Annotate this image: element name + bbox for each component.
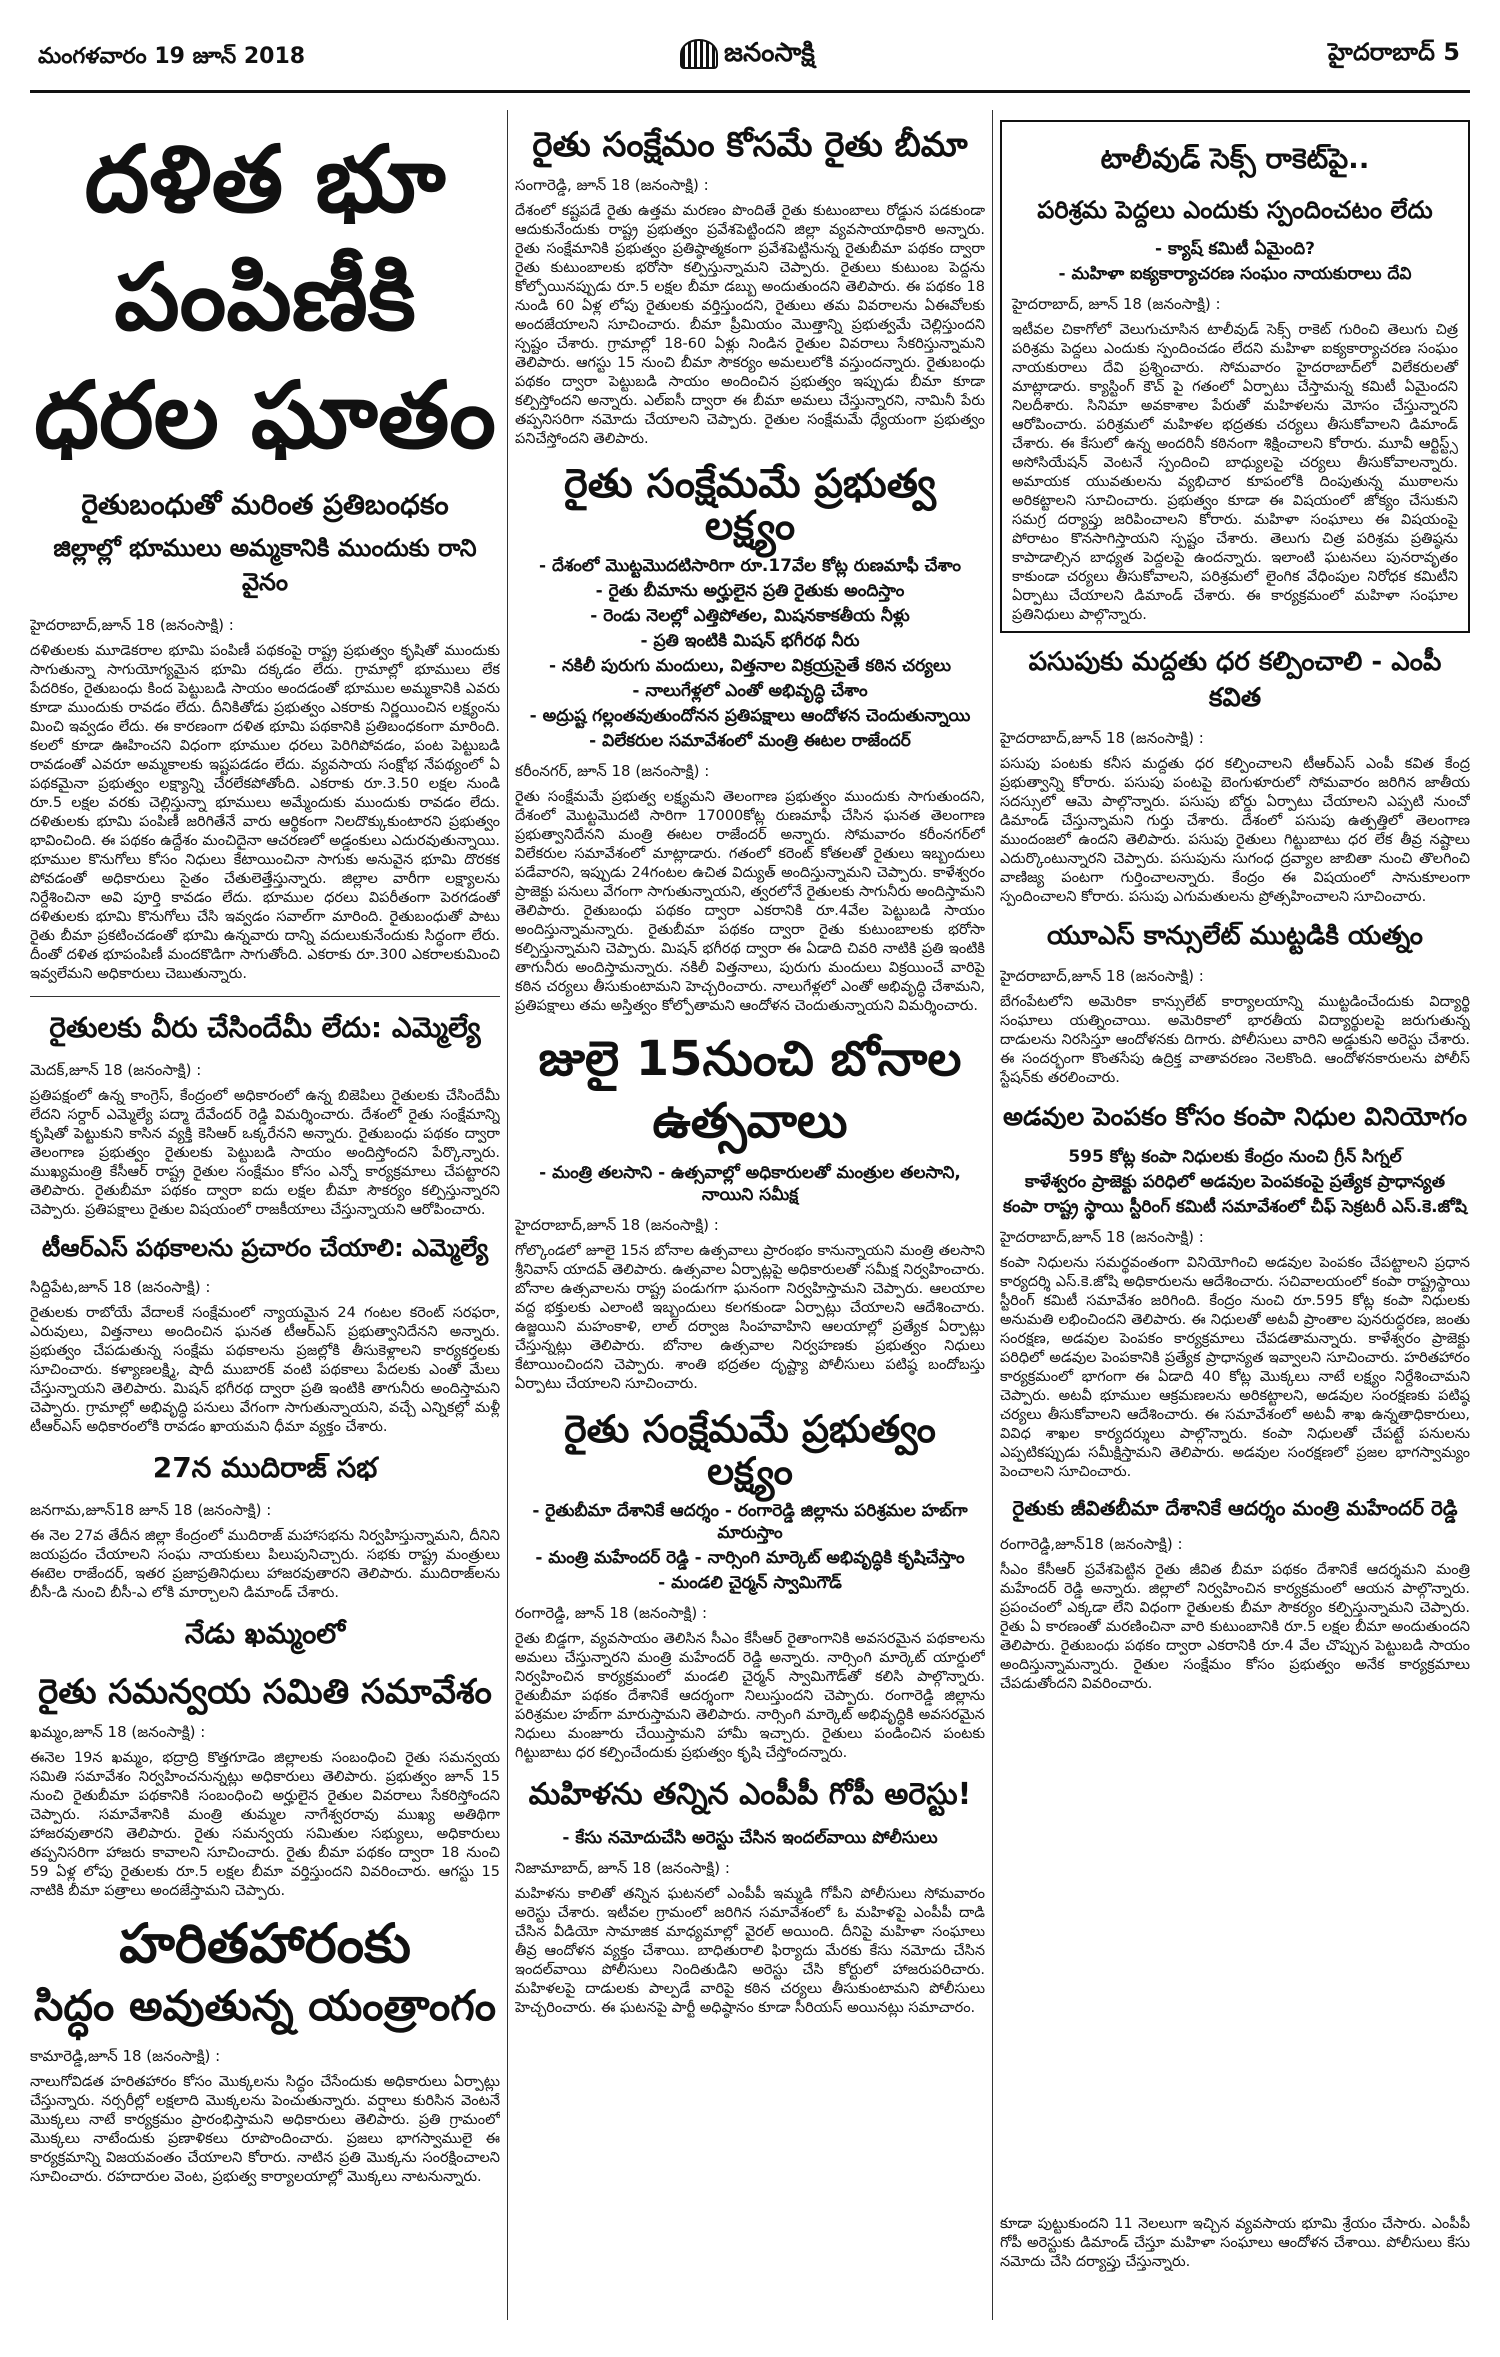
story-headline: రైతులకు వీరు చేసిందేమీ లేదు: ఎమ్మెల్యే [49,1011,481,1044]
divider [30,996,500,997]
dateline: రంగారెడ్డి,జూన్18 (జనంసాక్షి) : [1000,1535,1183,1553]
story-headline: యూఎస్ కాన్సులేట్ ముట్టడికి యత్నం [1047,921,1423,951]
article-body: బేగంపేటలోని అమెరికా కాన్సులేట్ కార్యాలయాన్ని ముట్టడించేందుకు విద్యార్థి సంఘాలు యత్నించాయి. అమెరికాలో భారతీయ విద్యార్థులపై జరుగుతున్న దాడులను నిరసిస్తూ ఆందోళనకు దిగారు. పోలీసులు వారిని అడ్డుకుని అరెస్టు చేశారు. ఈ సందర్భంగా కొంతసేపు ఉద్రిక్త వాతావరణం నెలకొంది. ఆందోళనకారులను పోలీస్ స్టేషన్‌కు తరలించారు. [1000,994,1470,1086]
column-divider [992,110,993,2320]
dateline: ఖమ్మం,జూన్ 18 (జనంసాక్షి) : [30,1723,206,1741]
masthead [0,0,1500,90]
lead-subhead: రైతుబంధుతో మరింత ప్రతిబంధకం [81,488,449,521]
headline-line1: హరితహారంకు [119,1912,411,1975]
dateline: హైదరాబాద్,జూన్ 18 (జనంసాక్షి) : [1000,1228,1204,1246]
dateline: హైదరాబాద్,జూన్ 18 (జనంసాక్షి) : [1000,967,1204,985]
brand-name: జనంసాక్షి [724,38,815,68]
story-decks [515,555,985,752]
story-headline: టాలీవుడ్ సెక్స్ రాకెట్‌పై.. [1100,142,1370,175]
deck-line: - మంత్రి తలసాని - ఉత్సవాల్లో అధికారులతో మంత్రుల తలసాని, నాయిని సమీక్ష [539,1163,961,1205]
article-body: కూడా పుట్టుకుందని 11 నెలలుగా ఇచ్చిన వ్యవసాయ భూమి శ్రేయం చేసారు. ఎంపీపీ గోపీ అరెస్టుకు డిమాండ్ చేస్తూ మహిళా సంఘాలు ఆందోళన చేశాయి. పోలీసులు కేసు నమోదు చేసి దర్యాప్తు చేస్తున్నారు. [1000,2216,1470,2270]
deck-line: - దేశంలో మొట్టమొదటిసారిగా రూ.17వేల కోట్ల రుణమాఫీ చేశాం [538,556,962,576]
story-kicker: నేడు ఖమ్మంలో [184,1617,346,1650]
article-body: మహిళను కాలితో తన్నిన ఘటనలో ఎంపీపీ ఇమ్మడి గోపీని పోలీసులు సోమవారం అరెస్టు చేశారు. ఇటీవల గ్రామంలో జరిగిన సమావేశంలో ఓ మహిళపై ఎంపీపీ దాడి చేసిన వీడియో సామాజిక మాధ్యమాల్లో వైరల్ అయింది. దీనిపై మహిళా సంఘాలు తీవ్ర ఆందోళన వ్యక్తం చేశాయి. బాధితురాలి ఫిర్యాదు మేరకు కేసు నమోదు చేసిన ఇందల్‌వాయి పోలీసులు నిందితుడిని అరెస్టు చేసి కోర్టులో హాజరుపరిచారు. మహిళలపై దాడులకు పాల్పడే వారిపై కఠిన చర్యలు తీసుకుంటామని పోలీసులు హెచ్చరించారు. ఈ ఘటనపై పార్టీ అధిష్ఠానం కూడా సీరియస్ అయినట్లు సమాచారం. [515,1886,985,2016]
deck-line: - ప్రతి ఇంటికి మిషన్ భగీరథ నీరు [640,631,860,651]
article-body: ఇటీవల చికాగోలో వెలుగుచూసిన టాలీవుడ్ సెక్స్ రాకెట్ గురించి తెలుగు చిత్ర పరిశ్రమ పెద్దలు ఎందుకు స్పందించడం లేదని మహిళా ఐక్యకార్యాచరణ సంఘం నాయకురాలు దేవి ప్రశ్నించారు. సోమవారం హైదరాబాద్‌లో విలేకరులతో మాట్లాడారు. క్యాస్టింగ్ కౌచ్ పై గతంలో ఏర్పాటు చేస్తామన్న కమిటీ ఏమైందని నిలదీశారు. సినిమా అవకాశాల పేరుతో మహిళలను మోసం చేస్తున్నారని ఆరోపించారు. పరిశ్రమలో మహిళల భద్రతకు చర్యలు తీసుకోవాలని డిమాండ్ చేశారు. ఈ కేసులో ఉన్న అందరినీ కఠినంగా శిక్షించాలని కోరారు. మూవీ ఆర్టిస్ట్స్ అసోసియేషన్ వెంటనే స్పందించి బాధ్యులపై చర్యలు తీసుకోవాలన్నారు. అమాయక యువతులను వ్యభిచార కూపంలోకి దింపుతున్న ముఠాలను అరికట్టాలని సూచించారు. ప్రభుత్వం కూడా ఈ విషయంలో జోక్యం చేసుకుని సమగ్ర దర్యాప్తు జరిపించాలని కోరారు. మహిళా సంఘాలు ఈ విషయంపై పోరాటం కొనసాగిస్తాయని స్పష్టం చేశారు. తెలుగు చిత్ర పరిశ్రమ ప్రతిష్ఠను కాపాడాల్సిన బాధ్యత పెద్దలపై ఉందన్నారు. ఇలాంటి ఘటనలు పునరావృతం కాకుండా చర్యలు తీసుకోవాలని, పరిశ్రమలో లైంగిక వేధింపుల నిరోధక కమిటీని ఏర్పాటు చేయాలని డిమాండ్ చేశారు. ఈ కార్యక్రమంలో మహిళా సంఘాల ప్రతినిధులు పాల్గొన్నారు. [1012,322,1458,623]
dateline: రంగారెడ్డి, జూన్ 18 (జనంసాక్షి) : [515,1604,708,1622]
story-headline: రైతుకు జీవితబీమా దేశానికే ఆదర్శం మంత్రి మహేందర్ రెడ్డి [1012,1496,1458,1520]
article-body: ఈ నెల 27వ తేదీన జిల్లా కేంద్రంలో ముదిరాజ్ మహాసభను నిర్వహిస్తున్నామని, దీనిని జయప్రదం చేయాలని సంఘ నాయకులు పిలుపునిచ్చారు. సభకు రాష్ట్ర మంత్రులు ఈటెల రాజేందర్, ఇతర ప్రజాప్రతినిధులు హాజరవుతారని తెలిపారు. ముదిరాజ్‌లను బీసీ-డి నుంచి బీసీ-ఎ లోకి మార్చాలని డిమాండ్ చేశారు. [30,1528,500,1601]
story-headline: రైతు సంక్షేమమే ప్రభుత్వ లక్ష్యం [564,461,936,549]
deck-line: - విలేకరుల సమావేశంలో మంత్రి ఈటల రాజేందర్ [589,731,911,751]
bottom-continuation [1000,2215,1470,2272]
boxed-story [1000,120,1470,633]
issue-date: మంగళవారం 19 జూన్ 2018 [38,44,306,69]
article-body: ఈనెల 19న ఖమ్మం, భద్రాద్రి కొత్తగూడెం జిల్లాలకు సంబంధించి రైతు సమన్వయ సమితి సమావేశం నిర్వహించనున్నట్లు అధికారులు తెలిపారు. ప్రభుత్వం జూన్ 15 నుంచి రైతుబీమా పథకానికి సంబంధించి అర్హులైన రైతుల వివరాలు సేకరిస్తోందని చెప్పారు. సమావేశానికి మంత్రి తుమ్మల నాగేశ్వరరావు ముఖ్య అతిథిగా హాజరవుతారని తెలిపారు. రైతు సమన్వయ సమితుల సభ్యులు, అధికారులు తప్పనిసరిగా హాజరు కావాలని సూచించారు. రైతు బీమా పథకం ద్వారా 18 నుంచి 59 ఏళ్ల లోపు రైతులకు రూ.5 లక్షల బీమా వర్తిస్తుందని వివరించారు. ఆగస్టు 15 నాటికి బీమా పత్రాలు అందజేస్తామని చెప్పారు. [30,1750,500,1899]
column-divider [507,110,508,2320]
newspaper-brand [680,38,815,74]
story-headline: రైతు సంక్షేమం కోసమే రైతు బీమా [532,125,968,165]
deck-line: - నకిలీ పురుగు మందులు, విత్తనాల విక్రయ్రసైతే కఠిన చర్యలు [549,656,951,676]
article-body: రైతు బిడ్డగా, వ్యవసాయం తెలిసిన సీఎం కేసీఆర్ రైతాంగానికి అవసరమైన పథకాలను అమలు చేస్తున్నారని మంత్రి మహేందర్ రెడ్డి అన్నారు. నార్సింగి మార్కెట్ యార్డులో నిర్వహించిన కార్యక్రమంలో మండలి చైర్మన్ స్వామిగౌడ్‌తో కలిసి పాల్గొన్నారు. రైతుబీమా పథకం దేశానికే ఆదర్శంగా నిలుస్తుందని చెప్పారు. రంగారెడ్డి జిల్లాను పరిశ్రమల హబ్‌గా మారుస్తామని తెలిపారు. నార్సింగి మార్కెట్ అభివృద్ధికి అవసరమైన నిధులు మంజూరు చేయిస్తామని హామీ ఇచ్చారు. రైతులు పండించిన పంటకు గిట్టుబాటు ధర కల్పించేందుకు ప్రభుత్వం కృషి చేస్తోందన్నారు. [515,1631,985,1761]
deck-line: - మండలి చైర్మన్ స్వామిగౌడ్ [658,1573,842,1593]
story-headline: పసుపుకు మద్దతు ధర కల్పించాలి - ఎంపీ కవిత [1028,647,1442,713]
article-body: గోల్కొండలో జూలై 15న బోనాల ఉత్సవాలు ప్రారంభం కానున్నాయని మంత్రి తలసాని శ్రీనివాస్ యాదవ్ తెలిపారు. ఉత్సవాల ఏర్పాట్లపై అధికారులతో సమీక్ష నిర్వహించారు. బోనాల ఉత్సవాలను రాష్ట్ర పండుగగా ఘనంగా నిర్వహిస్తామని చెప్పారు. ఆలయాల వద్ద భక్తులకు ఎలాంటి ఇబ్బందులు కలగకుండా ఏర్పాట్లు చేయాలని ఆదేశించారు. ఉజ్జయిని మహంకాళి, లాల్ దర్వాజ సింహవాహిని ఆలయాల్లో ప్రత్యేక ఏర్పాట్లు చేస్తున్నట్లు తెలిపారు. బోనాల ఉత్సవాల నిర్వహణకు ప్రభుత్వం నిధులు కేటాయించిందని చెప్పారు. శాంతి భద్రతల దృష్ట్యా పోలీసులు పటిష్ఠ బందోబస్తు ఏర్పాటు చేయాలని సూచించారు. [515,1243,985,1392]
article-body: దేశంలో కష్టపడే రైతు ఉత్తమ మరణం పొందితే రైతు కుటుంబాలు రోడ్డున పడకుండా ఆదుకునేందుకు రాష్ట్ర ప్రభుత్వం ప్రవేశపెట్టిందని జిల్లా వ్యవసాయాధికారి అన్నారు. రైతు సంక్షేమానికి ప్రభుత్వం ప్రతిష్ఠాత్మకంగా ప్రవేశపెట్టినున్న రైతుబీమా పథకం ద్వారా రైతు కుటుంబాలకు భరోసా కల్పిస్తున్నామని చెప్పారు. రైతులు కుటుంబ పెద్దను కోల్పోయినప్పుడు రూ.5 లక్షల బీమా డబ్బు అందుతుందని తెలిపారు. ఈ పథకం 18 నుండి 60 ఏళ్ల లోపు రైతులకు వర్తిస్తుందని, రైతులు తమ వివరాలను ఏఈవోలకు అందజేయాలని సూచించారు. బీమా ప్రీమియం మొత్తాన్ని ప్రభుత్వమే చెల్లిస్తుందని స్పష్టం చేశారు. గ్రామాల్లో 18-60 ఏళ్లు నిండిన రైతుల వివరాలు సేకరిస్తున్నామని తెలిపారు. ఆగస్టు 15 నుంచి బీమా సౌకర్యం అమలులోకి వస్తుందన్నారు. రైతుబంధు పథకం ద్వారా పెట్టుబడి సాయం అందించిన ప్రభుత్వం ఇప్పుడు బీమా కూడా కల్పిస్తోందని అన్నారు. ఎల్ఐసీ ద్వారా ఈ బీమా అమలు చేస్తున్నారని, నామినీ పేరు తప్పనిసరిగా నమోదు చేయాలని చెప్పారు. రైతుల సంక్షేమమే ధ్యేయంగా ప్రభుత్వం పనిచేస్తోందని తెలిపారు. [515,203,985,447]
deck-line: - రైతుబీమా దేశానికే ఆదర్శం - రంగారెడ్డి జిల్లాను పరిశ్రమల హబ్‌గా మారుస్తాం [532,1501,968,1543]
lead-subhead-2: జిల్లాల్లో భూములు అమ్మకానికి ముందుకు రాని వైనం [53,534,477,596]
article-body: ప్రతిపక్షంలో ఉన్న కాంగ్రెస్, కేంద్రంలో అధికారంలో ఉన్న బిజెపిలు రైతులకు చేసిందేమీ లేదని సర్దార్ ఎమ్మెల్యే పద్మా దేవేందర్ రెడ్డి విమర్శించారు. దేశంలో రైతు సంక్షేమాన్ని కృషితో పెట్టుకుని కాసిన వ్యక్తి కెసిఆర్ ఒక్కరేనని అన్నారు. రైతుబంధు పథకం ద్వారా తెలంగాణ ప్రభుత్వం రైతులకు పెట్టుబడి సాయం అందిస్తోందని పేర్కొన్నారు. ముఖ్యమంత్రి కేసీఆర్ రాష్ట్ర రైతుల సంక్షేమం కోసం ఎన్నో కార్యక్రమాలు చేపట్టారని తెలిపారు. రైతుబీమా పథకం ద్వారా ఐదు లక్షల బీమా సౌకర్యం కల్పిస్తున్నారని చెప్పారు. ప్రతిపక్షాలు రైతుల విషయంలో రాజకీయాలు చేస్తున్నాయని ఆరోపించారు. [30,1088,500,1218]
dateline: హైదరాబాద్,జూన్ 18 (జనంసాక్షి) : [30,616,234,634]
newspaper-logo-icon [680,39,718,69]
column-left [30,110,500,2320]
story-headline: అడవుల పెంపకం కోసం కంపా నిధుల వినియోగం [1003,1102,1467,1131]
deck-line: - రెండు నెలల్లో ఎత్తిపోతల, మిషనకాకతీయ నీళ్లు [590,606,910,626]
deck-line: - రైతు బీమాను అర్హులైన ప్రతి రైతుకు అందిస్తాం [595,581,905,601]
column-right [1000,110,1470,2320]
article-body: రైతు సంక్షేమమే ప్రభుత్వ లక్ష్యమని తెలంగాణ ప్రభుత్వం ముందుకు సాగుతుందని, దేశంలో మొట్టమొదటి సారిగా 17000కోట్ల రుణమాఫీ చేసిన ఘనత తెలంగాణ ప్రభుత్వానిదేనని మంత్రి ఈటల రాజేందర్ అన్నారు. సోమవారం కరీంనగర్‌లో విలేకరుల సమావేశంలో మాట్లాడారు. గతంలో కరెంట్ కోతలతో రైతులు ఇబ్బందులు పడేవారని, ఇప్పుడు 24గంటల ఉచిత విద్యుత్ అందిస్తున్నామని చెప్పారు. కాళేశ్వరం ప్రాజెక్టు పనులు వేగంగా సాగుతున్నాయని, త్వరలోనే రైతులకు సాగునీరు అందిస్తామని తెలిపారు. రైతుబంధు పథకం ద్వారా ఎకరానికి రూ.4వేల పెట్టుబడి సాయం అందిస్తున్నామన్నారు. రైతుబీమా పథకం ద్వారా రైతు కుటుంబాలకు భరోసా కల్పిస్తున్నామని చెప్పారు. మిషన్ భగీరథ ద్వారా ఈ ఏడాది చివరి నాటికి ప్రతి ఇంటికి తాగునీరు అందిస్తామన్నారు. నకిలీ విత్తనాలు, పురుగు మందులు విక్రయించే వారిపై కఠిన చర్యలు తీసుకుంటామని హెచ్చరించారు. నాలుగేళ్లలో ఎంతో అభివృద్ధి చేశామని, ప్రతిపక్షాలు తమ అస్తిత్వం కోల్పోతామని ఆందోళన చెందుతున్నాయని విమర్శించారు. [515,789,985,1014]
headline-line2: సిద్ధం అవుతున్న యంత్రాంగం [33,1981,497,2030]
deck-line: - అద్రుష్ట గల్లంతవుతుందోనన ప్రతిపక్షాలు ఆందోళన చెందుతున్నాయి [529,706,971,726]
article-body: నాలుగోవిడత హరితహారం కోసం మొక్కలను సిద్ధం చేసేందుకు అధికారులు ఏర్పాట్లు చేస్తున్నారు. నర్సరీల్లో లక్షలాది మొక్కలను పెంచుతున్నారు. వర్షాలు కురిసిన వెంటనే మొక్కలు నాటే కార్యక్రమం ప్రారంభిస్తామని అధికారులు తెలిపారు. ప్రతి గ్రామంలో మొక్కలు నాటేందుకు ప్రణాళికలు రూపొందించారు. ప్రజలు భాగస్వాములై ఈ కార్యక్రమాన్ని విజయవంతం చేయాలని కోరారు. నాటిన ప్రతి మొక్కను సంరక్షించాలని సూచించారు. రహదారుల వెంట, ప్రభుత్వ కార్యాలయాల్లో మొక్కలు నాటనున్నారు. [30,2074,500,2185]
lead-headline-line2: ధరల ఘాతం [34,361,496,469]
dateline: హైదరాబాద్,జూన్ 18 (జనంసాక్షి) : [515,1216,719,1234]
masthead-rule [30,90,1470,93]
deck-line: - మహిళా ఐక్యకార్యాచరణ సంఘం నాయకురాలు దేవి [1058,264,1412,284]
article-body: పసుపు పంటకు కనీస మద్దతు ధర కల్పించాలని టీఆర్ఎస్ ఎంపీ కవిత కేంద్ర ప్రభుత్వాన్ని కోరారు. పసుపు పంటపై బెంగుళూరులో సోమవారం జరిగిన జాతీయ సదస్సులో ఆమె పాల్గొన్నారు. పసుపు బోర్డు ఏర్పాటు చేయాలని ఎప్పటి నుంచో డిమాండ్ చేస్తున్నామని గుర్తు చేశారు. దేశంలో పసుపు ఉత్పత్తిలో తెలంగాణ ముందంజలో ఉందని తెలిపారు. పసుపు రైతులు గిట్టుబాటు ధర లేక తీవ్ర నష్టాలు ఎదుర్కొంటున్నారని చెప్పారు. పసుపును సుగంధ ద్రవ్యాల జాబితా నుంచి తొలగించి వాణిజ్య పంటగా గుర్తించాలన్నారు. కేంద్రం ఈ విషయంలో సానుకూలంగా స్పందించాలని కోరారు. పసుపు ఎగుమతులను ప్రోత్సహించాలని సూచించారు. [1000,756,1470,905]
story-headline: జులై 15నుంచి బోనాల ఉత్సవాలు [538,1031,962,1149]
dateline: సంగారెడ్డి, జూన్ 18 (జనంసాక్షి) : [515,176,709,194]
deck-line: 595 కోట్ల కంపా నిధులకు కేంద్రం నుంచి గ్రీన్ సిగ్నల్ [1068,1147,1402,1167]
column-middle [515,110,985,2320]
story-headline: 27న ముదిరాజ్ సభ [152,1451,378,1484]
story-subhead: పరిశ్రమ పెద్దలు ఎందుకు స్పందించటం లేదు [1037,196,1433,224]
story-headline: రైతు సమన్వయ సమితి సమావేశం [38,1672,492,1712]
deck-line: కంపా రాష్ట్ర స్థాయి స్టీరింగ్ కమిటీ సమావేశంలో చీఫ్ సెక్రటరీ ఎస్.కె.జోషి [1003,1197,1467,1217]
dateline: కామారెడ్డి,జూన్ 18 (జనంసాక్షి) : [30,2047,221,2065]
story-headline: టీఆర్ఎస్ పథకాలను ప్రచారం చేయాలి: ఎమ్మెల్యే [41,1234,489,1262]
article-body: కంపా నిధులను సమర్థవంతంగా వినియోగించి అడవుల పెంపకం చేపట్టాలని ప్రధాన కార్యదర్శి ఎస్.కె.జోషి అధికారులను ఆదేశించారు. సచివాలయంలో కంపా రాష్ట్రస్థాయి స్టీరింగ్ కమిటీ సమావేశం జరిగింది. కేంద్రం నుంచి రూ.595 కోట్ల కంపా నిధులకు అనుమతి లభించిందని తెలిపారు. ఈ నిధులతో అటవీ ప్రాంతాల పునరుద్ధరణ, జంతు సంరక్షణ, అడవుల పెంపకం కార్యక్రమాలు చేపడతామన్నారు. కాళేశ్వరం ప్రాజెక్టు పరిధిలో అడవుల పెంపకానికి ప్రత్యేక ప్రాధాన్యత ఇవ్వాలని సూచించారు. హరితహారం కార్యక్రమంలో భాగంగా ఈ ఏడాది 40 కోట్ల మొక్కలు నాటే లక్ష్యం నిర్దేశించామని చెప్పారు. అటవీ భూముల ఆక్రమణలను అరికట్టాలని, అడవుల సంరక్షణకు పటిష్ఠ చర్యలు తీసుకోవాలని ఆదేశించారు. ఈ సమావేశంలో అటవీ శాఖ ఉన్నతాధికారులు, వివిధ శాఖల కార్యదర్శులు పాల్గొన్నారు. కంపా నిధులతో చేపట్టే పనులను ఎప్పటికప్పుడు సమీక్షిస్తామని తెలిపారు. అడవుల సంరక్షణలో ప్రజల భాగస్వామ్యం పెంచాలని సూచించారు. [1000,1255,1470,1480]
dateline: సిద్దిపేట,జూన్ 18 (జనంసాక్షి) : [30,1278,211,1296]
page-city-number: హైదరాబాద్ 5 [1328,38,1460,66]
lead-headline-line1: దళిత భూ పంపిణీకి [84,125,446,351]
deck-line: - మంత్రి మహేందర్ రెడ్డి - నార్సింగి మార్కెట్ అభివృద్ధికి కృషిచేస్తాం [535,1548,965,1568]
dateline: జనగామ,జూన్18 జూన్ 18 (జనంసాక్షి) : [30,1501,272,1519]
article-body: సీఎం కేసీఆర్ ప్రవేశపెట్టిన రైతు జీవిత బీమా పథకం దేశానికే ఆదర్శమని మంత్రి మహేందర్ రెడ్డి అన్నారు. జిల్లాలో నిర్వహించిన కార్యక్రమంలో ఆయన పాల్గొన్నారు. ప్రపంచంలో ఎక్కడా లేని విధంగా రైతులకు బీమా సౌకర్యం కల్పిస్తున్నామని చెప్పారు. రైతు ఏ కారణంతో మరణించినా వారి కుటుంబానికి రూ.5 లక్షల బీమా అందుతుందని తెలిపారు. రైతుబంధు పథకం ద్వారా ఎకరానికి రూ.4 వేల చొప్పున పెట్టుబడి సాయం అందిస్తున్నామన్నారు. రైతుల సంక్షేమం కోసం ప్రభుత్వం అనేక కార్యక్రమాలు చేపడుతోందని వివరించారు. [1000,1562,1470,1692]
article-body: రైతులకు రాబోయే వేదాలకే సంక్షేమంలో న్యాయమైన 24 గంటల కరెంట్ సరఫరా, ఎరువులు, విత్తనాలు అందించిన ఘనత టీఆర్ఎస్ ప్రభుత్వానిదేనని అన్నారు. ప్రభుత్వం చేపడుతున్న సంక్షేమ పథకాలను ప్రజల్లోకి తీసుకెళ్లాలని కార్యకర్తలకు సూచించారు. కళ్యాణలక్ష్మి, షాదీ ముబారక్ వంటి పథకాలు పేదలకు ఎంతో మేలు చేస్తున్నాయని తెలిపారు. మిషన్ భగీరథ ద్వారా ప్రతి ఇంటికి తాగునీరు అందిస్తామని చెప్పారు. గ్రామాల్లో అభివృద్ధి పనులు వేగంగా సాగుతున్నాయని, వచ్చే ఎన్నికల్లో మళ్లీ టీఆర్ఎస్ అధికారంలోకి రావడం ఖాయమని ధీమా వ్యక్తం చేశారు. [30,1305,500,1435]
deck-line: - నాలుగేళ్లలో ఎంతో అభివృద్ధి చేశాం [632,681,868,701]
dateline: కరీంనగర్, జూన్ 18 (జనంసాక్షి) : [515,762,710,780]
deck-line: కాళేశ్వరం ప్రాజెక్టు పరిధిలో అడవుల పెంపకంపై ప్రత్యేక ప్రాధాన్యత [1025,1172,1445,1192]
deck-line: - కేసు నమోదుచేసి అరెస్టు చేసిన ఇందల్‌వాయి పోలీసులు [562,1828,938,1848]
dateline: హైదరాబాద్, జూన్ 18 (జనంసాక్షి) : [1012,295,1221,313]
dateline: హైదరాబాద్,జూన్ 18 (జనంసాక్షి) : [1000,729,1204,747]
story-headline: మహిళను తన్నిన ఎంపీపీ గోపీ అరెస్టు! [528,1777,972,1812]
dateline: మెదక్,జూన్ 18 (జనంసాక్షి) : [30,1061,202,1079]
lead-headline [30,120,500,474]
dateline: నిజామాబాద్, జూన్ 18 (జనంసాక్షి) : [515,1859,730,1877]
story-headline: రైతు సంక్షేమమే ప్రభుత్వం లక్ష్యం [564,1407,936,1493]
article-body: దళితులకు మూడెకరాల భూమి పంపిణీ పథకంపై రాష్ట్ర ప్రభుత్వం కృషితో ముందుకు సాగుతున్నా సాగుయోగ్యమైన భూమి దక్కడం లేదు. గ్రామాల్లో భూములు లేక పేదరికం, రైతుబంధు కింద పెట్టుబడి సాయం అందడంతో భూముల అమ్మకానికి ఎవరు కూడా ముందుకు రావడం లేదు. దీనికితోడు ప్రభుత్వం ఎకరాకు నిర్ణయించిన లక్ష్యంను మించి ఇవ్వడం లేదు. ఈ కారణంగా దళిత భూమి పథకానికి ప్రతిబంధకంగా మారింది. కలలో కూడా ఊహించని విధంగా భూముల ధరలు పెరిగిపోవడం, పంట పెట్టుబడి రావడంతో ఎవరూ అమ్మకాలకు ఇష్టపడడం లేదు. వ్యవసాయ సంక్షోభ నేపథ్యంలో ఏ పథకమైనా ప్రభుత్వం లక్ష్యాన్ని చేరలేకపోతోంది. ఎకరాకు రూ.3.50 లక్షల నుండి రూ.5 లక్షల వరకు చెల్లిస్తున్నా భూములు అమ్మేందుకు ముందుకు రావడం లేదు. దళితులకు భూమి పంపిణీ జరిగితేనే వారు ఆర్థికంగా నిలదొక్కుకుంటారని ప్రభుత్వం భావించింది. ఈ పథకం ఉద్దేశం మంచిదైనా ఆచరణలో అడ్డంకులు ఎదురవుతున్నాయి. భూముల కొనుగోలు కోసం నిధులు కేటాయించినా సాగుకు అనువైన భూమి దొరకక పోవడంతో అధికారులు సైతం చేతులెత్తేస్తున్నారు. జిల్లాల వారీగా లక్ష్యాలను నిర్దేశించినా అవి పూర్తి కావడం లేదు. భూముల ధరలు విపరీతంగా పెరగడంతో దళితులకు భూమి కొనుగోలు చేసి ఇవ్వడం సవాల్‌గా మారింది. రైతుబంధుతో పాటు రైతు బీమా ప్రకటించడంతో భూమి ఉన్నవారు దాన్ని వదులుకునేందుకు సిద్ధంగా లేరు. దీంతో దళిత భూపంపిణీ మందకొడిగా సాగుతోంది. ఎకరాకు రూ.300 ఎకరాలకుమించి ఇవ్వలేమని అధికారులు చెబుతున్నారు. [30,643,500,982]
story-headline [30,1913,500,2037]
deck-line: - క్యాష్ కమిటీ ఏమైంది? [1155,239,1315,259]
